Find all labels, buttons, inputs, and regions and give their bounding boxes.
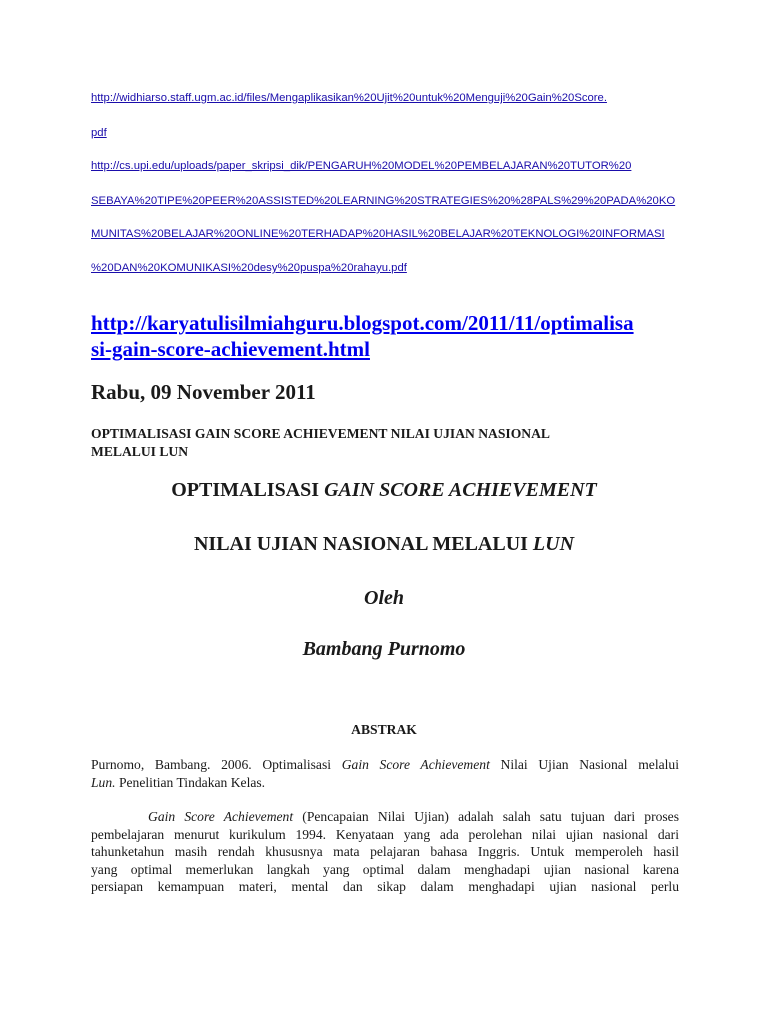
abstract-line-5: persiapan kemampuan materi, mental dan sikap dalam menghadapi ujian nasional perlu <box>91 879 679 894</box>
blog-source-link[interactable] <box>91 310 691 362</box>
reference-link-upi-cont-3[interactable]: %20DAN%20KOMUNIKASI%20desy%20puspa%20rahayu.pdf <box>91 262 407 274</box>
post-title <box>91 425 691 461</box>
abstract-line-2: pembelajaran menurut kurikulum 1994. Kenyataan yang ada perolehan nilai ujian nasional dari <box>91 826 679 842</box>
citation-line-1 <box>91 756 679 774</box>
citation-paragraph <box>91 756 679 791</box>
reference-link-upi-cont-1[interactable]: SEBAYA%20TIPE%20PEER%20ASSISTED%20LEARNING%20STRATEGIES%20%28PALS%29%20PADA%20KO <box>91 195 676 207</box>
abstract-line-3: tahunketahun masih rendah khususnya mata pelajaran bahasa Inggris. Untuk memperoleh hasil <box>91 844 679 859</box>
title2-normal: NILAI UJIAN NASIONAL MELALUI <box>193 533 533 555</box>
reference-link-upi-cont-2[interactable]: MUNITAS%20BELAJAR%20ONLINE%20TERHADAP%20HASIL%20BELAJAR%20TEKNOLOGI%20INFORMASI <box>91 228 665 240</box>
citation-line-2 <box>91 774 679 792</box>
citation-text-b: Gain Score Achievement <box>341 757 490 772</box>
reference-link-upi[interactable]: http://cs.upi.edu/uploads/paper_skripsi_dik/PENGARUH%20MODEL%20PEMBELAJARAN%20TUTOR%20 <box>91 160 632 172</box>
post-title-line-1: OPTIMALISASI GAIN SCORE ACHIEVEMENT NILAI UJIAN NASIONAL <box>91 426 551 441</box>
blog-link-line-1[interactable]: http://karyatulisilmiahguru.blogspot.com/2011/11/optimalisa <box>91 311 634 335</box>
blog-link-line-2[interactable]: si-gain-score-achievement.html <box>91 337 370 361</box>
citation-text-d: Lun. <box>91 774 116 790</box>
citation-text-c: Nilai Ujian Nasional melalui <box>489 757 679 772</box>
abstract-heading: ABSTRAK <box>351 722 417 737</box>
post-title-line-2: MELALUI LUN <box>91 444 189 459</box>
reference-link-widhiarso-cont[interactable]: pdf <box>91 127 107 139</box>
citation-text-a: Purnomo, Bambang. 2006. Optimalisasi <box>91 757 342 772</box>
byline-label: Oleh <box>364 587 404 609</box>
citation-text-e: Penelitian Tindakan Kelas. <box>115 774 266 790</box>
title2-italic: LUN <box>532 533 575 555</box>
document-title-line-2 <box>0 533 768 556</box>
abstract-body-paragraph <box>91 808 679 896</box>
abstract-line-1 <box>91 808 679 826</box>
abstract-text-a: Gain Score Achievement <box>148 809 294 824</box>
post-date: Rabu, 09 November 2011 <box>91 380 316 404</box>
document-title-line-1 <box>0 479 768 502</box>
reference-link-widhiarso[interactable]: http://widhiarso.staff.ugm.ac.id/files/Mengaplikasikan%20Ujit%20untuk%20Menguji%20Gain%20Score. <box>91 92 607 104</box>
title1-italic: GAIN SCORE ACHIEVEMENT <box>324 479 597 501</box>
abstract-text-b: (Pencapaian Nilai Ujian) adalah salah satu tujuan dari proses <box>293 809 680 824</box>
abstract-line-4: yang optimal memerlukan langkah yang optimal dalam menghadapi ujian nasional karena <box>91 861 679 877</box>
title1-normal: OPTIMALISASI <box>171 479 325 501</box>
author-name: Bambang Purnomo <box>302 638 466 660</box>
